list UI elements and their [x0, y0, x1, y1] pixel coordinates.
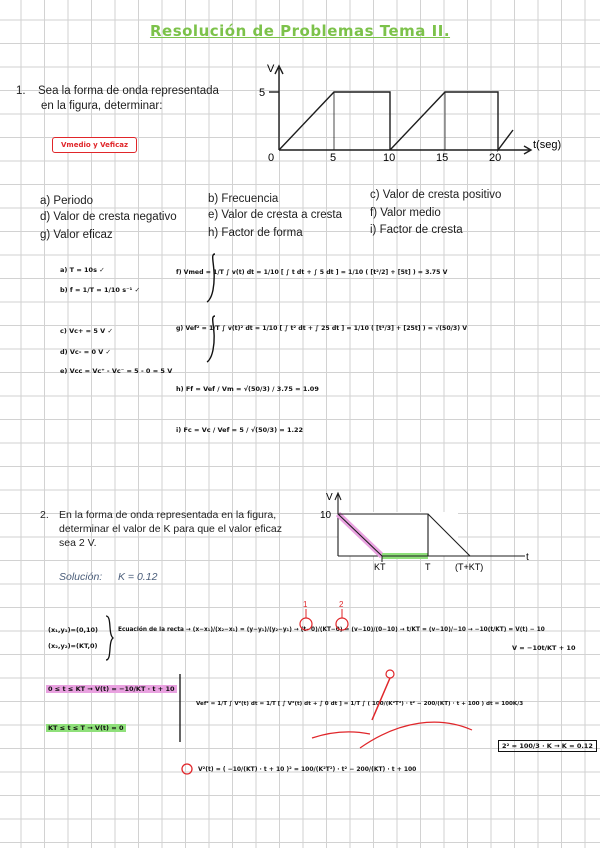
work-range1: [46, 685, 177, 694]
graph1-y-tick: 5: [259, 87, 266, 99]
problem2-text-line2: determinar el valor de K para que el valor eficaz: [59, 523, 282, 535]
solution-value: K = 0.12: [118, 571, 158, 583]
answer-d: d) Vc- = 0 V ✓: [60, 348, 111, 356]
work-line-equation: Ecuación de la recta → (x−x₁)/(x₂−x₁) = (y−y₁)/(y₂−y₁) → (t−0)/(KT−0) = (v−10)/(0−10) → t/KT = (v−10)/−10 → −10(t/KT) = V(t) − 10: [118, 627, 545, 633]
answer-g: g) Vef² = 1/T ∫ v(t)² dt = 1/10 [ ∫ t² dt + ∫ 25 dt ] = 1/10 ( [t³/3] + [25t] ) = √(50/3) V: [176, 325, 467, 332]
work-effective-equation: Vef² = 1/T ∫ V²(t) dt = 1/T [ ∫ V²(t) dt + ∫ 0 dt ] = 1/T ∫ ( 100/(K²T²) · t² − 200/(KT) · t + 100 ) dt = 100K/3: [196, 701, 524, 707]
circled-marks: [294, 598, 354, 638]
solution-label: Solución:: [59, 571, 103, 583]
graph1-x-tick-15: 15: [436, 152, 449, 164]
question-f: f) Valor medio: [370, 207, 441, 219]
graph2-tick-t-kt: (T+KT): [455, 562, 484, 572]
graph2-x-label: t: [526, 552, 529, 563]
work-range2: [46, 724, 126, 733]
work-line-result: V = −10t/KT + 10: [512, 644, 576, 652]
sawtooth-cycle-1: [279, 92, 390, 150]
work-square-equation: V²(t) = ( −10/(KT) · t + 10 )² = 100/(K²T²) · t² − 200/(KT) · t + 100: [198, 766, 417, 773]
problem2-number: 2.: [40, 509, 49, 521]
question-e: e) Valor de cresta a cresta: [208, 209, 343, 221]
sawtooth-graph: [255, 60, 585, 170]
circled-mark-3: [180, 762, 194, 776]
graph1-origin: 0: [268, 152, 275, 164]
question-a: a) Periodo: [40, 195, 94, 207]
graph1-x-label: t(seg): [533, 139, 562, 151]
graph1-x-tick-20: 20: [489, 152, 502, 164]
graph2-tick-t: T: [425, 562, 431, 572]
result-text: 2² = 100/3 · K → K = 0.12: [498, 740, 597, 752]
answer-c: c) Vc+ = 5 V ✓: [60, 327, 113, 335]
answer-i: i) Fc = Vc / Vef = 5 / √(50/3) = 1.22: [176, 426, 304, 434]
answer-b: b) f = 1/T = 1/10 s⁻¹ ✓: [60, 286, 141, 294]
graph1-y-label: V: [267, 63, 275, 75]
work-points2: (x₂,y₂)=(KT,0): [48, 642, 98, 650]
question-d: d) Valor de cresta negativo: [40, 211, 177, 223]
integral-signs: [205, 250, 225, 370]
answer-a: a) T = 10s ✓: [60, 266, 105, 274]
answer-f: f) Vmed = 1/T ∫ v(t) dt = 1/10 [ ∫ t dt + ∫ 5 dt ] = 1/10 ( [t²/2] + [5t] ) = 3.75 V: [176, 269, 448, 276]
range2-highlight: KT ≤ t ≤ T → V(t) = 0: [48, 724, 124, 732]
mark-1: 1: [303, 600, 308, 609]
problem1-text-line2: en la figura, determinar:: [41, 100, 163, 112]
work-points1: (x₁,y₁)=(0,10): [48, 626, 98, 634]
graph1-x-tick-5: 5: [330, 152, 337, 164]
problem2-text-line1: En la forma de onda representada en la figura,: [59, 509, 277, 521]
problem1-boxed-label: Vmedio y Veficaz: [52, 137, 137, 153]
trapezoid-graph: [310, 488, 540, 578]
question-g: g) Valor eficaz: [40, 229, 113, 241]
question-i: i) Factor de cresta: [370, 224, 463, 236]
problem1-text-line1: Sea la forma de onda representada: [38, 85, 219, 97]
answer-e: e) Vcc = Vc⁺ - Vc⁻ = 5 - 0 = 5 V: [60, 367, 173, 375]
sawtooth-cycle-2: [390, 92, 513, 150]
brace-2: [176, 672, 186, 744]
brace-1: [102, 614, 116, 662]
answer-h: h) Ff = Vef / Vm = √(50/3) / 3.75 = 1.09: [176, 385, 319, 393]
work-result: [498, 742, 597, 751]
question-c: c) Valor de cresta positivo: [370, 189, 502, 201]
red-annotations: [290, 660, 480, 760]
question-b: b) Frecuencia: [208, 193, 279, 205]
question-h: h) Factor de forma: [208, 227, 303, 239]
problem1-number: 1.: [16, 85, 26, 97]
range1-highlight: 0 ≤ t ≤ KT → V(t) = −10/KT · t + 10: [48, 685, 175, 693]
graph1-x-tick-10: 10: [383, 152, 396, 164]
graph2-y-tick: 10: [320, 510, 332, 521]
graph2-y-label: V: [326, 492, 333, 503]
mark-2: 2: [339, 600, 344, 609]
page-title: Resolución de Problemas Tema II.: [149, 22, 451, 40]
problem2-text-line3: sea 2 V.: [59, 537, 97, 549]
graph2-tick-kt: KT: [374, 562, 386, 572]
